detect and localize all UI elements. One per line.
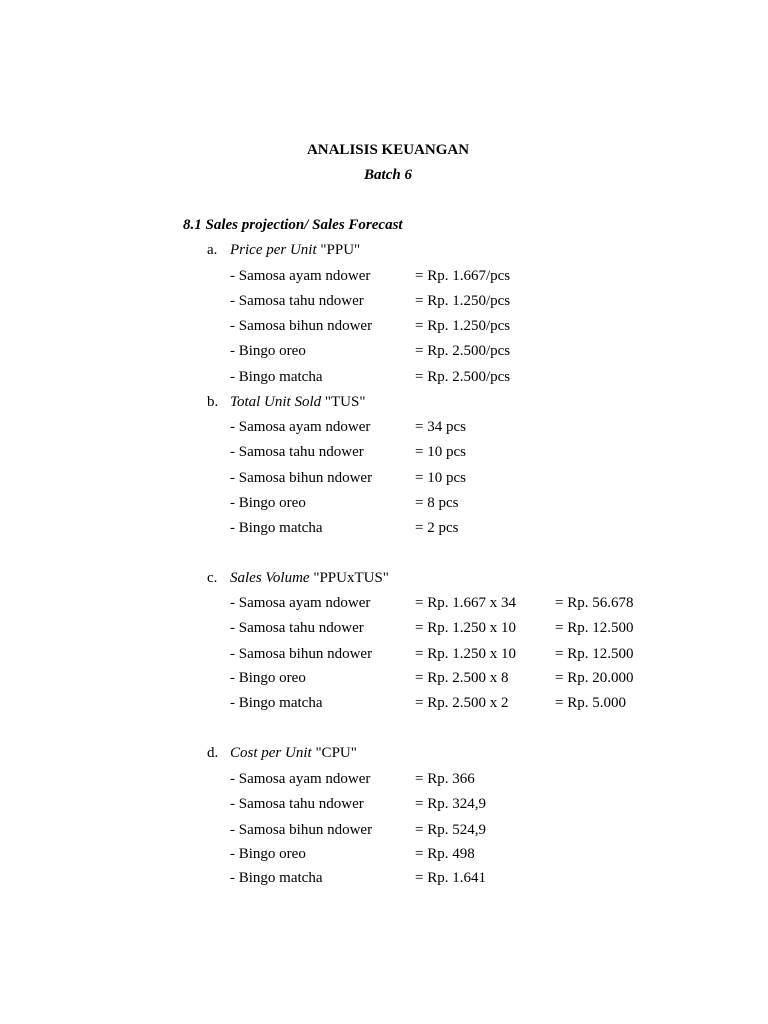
subsection-letter: a. [207, 242, 218, 258]
subsection-code: "PPU" [316, 242, 361, 258]
item-value: = 34 pcs [415, 419, 466, 435]
item-name: - Samosa bihun ndower [230, 646, 373, 662]
item-name: - Bingo oreo [230, 343, 306, 359]
item-value: = 10 pcs [415, 444, 466, 460]
item-result: = Rp. 20.000 [555, 670, 634, 686]
item-result: = Rp. 12.500 [555, 620, 634, 636]
item-name: - Samosa ayam ndower [230, 771, 371, 787]
item-value: = Rp. 366 [415, 771, 475, 787]
item-name: - Samosa tahu ndower [230, 620, 364, 636]
subsection-letter: c. [207, 570, 218, 586]
item-value: = Rp. 498 [415, 846, 475, 862]
subsection-code: "CPU" [311, 745, 357, 761]
item-value: = Rp. 1.667/pcs [415, 268, 511, 284]
subsection-term: Price per Unit [230, 242, 317, 258]
item-value: = 10 pcs [415, 470, 466, 486]
item-name: - Bingo oreo [230, 846, 306, 862]
item-name: - Bingo matcha [230, 695, 323, 711]
item-value: = Rp. 324,9 [415, 796, 486, 812]
subsection-cpu-heading [207, 745, 357, 762]
item-value: = Rp. 1.641 [415, 870, 486, 886]
item-name: - Bingo oreo [230, 670, 306, 686]
item-value: = 8 pcs [415, 495, 459, 511]
item-name: - Samosa bihun ndower [230, 822, 373, 838]
subsection-letter: b. [207, 394, 219, 410]
subsection-sales-volume-heading [207, 570, 389, 587]
item-name: - Samosa tahu ndower [230, 293, 364, 309]
item-name: - Bingo matcha [230, 369, 323, 385]
item-value: = Rp. 1.250/pcs [415, 318, 511, 334]
item-name: - Samosa bihun ndower [230, 318, 373, 334]
subsection-term: Cost per Unit [230, 745, 312, 761]
subsection-code: "PPUxTUS" [309, 570, 389, 586]
item-value: = Rp. 2.500/pcs [415, 369, 511, 385]
item-name: - Bingo oreo [230, 495, 306, 511]
subsection-ppu-heading [207, 242, 360, 259]
subsection-term: Total Unit Sold [230, 394, 322, 410]
item-name: - Samosa tahu ndower [230, 444, 364, 460]
item-name: - Samosa tahu ndower [230, 796, 364, 812]
subsection-letter: d. [207, 745, 219, 761]
subsection-term: Sales Volume [230, 570, 310, 586]
item-calc: = Rp. 2.500 x 2 [415, 695, 509, 711]
item-calc: = Rp. 1.250 x 10 [415, 646, 516, 662]
item-name: - Bingo matcha [230, 870, 323, 886]
item-name: - Bingo matcha [230, 520, 323, 536]
document-subtitle: Batch 6 [364, 167, 412, 183]
item-value: = Rp. 2.500/pcs [415, 343, 511, 359]
subsection-code: "TUS" [321, 394, 366, 410]
document-title: ANALISIS KEUANGAN [306, 142, 470, 158]
item-value: = Rp. 524,9 [415, 822, 486, 838]
section-heading: 8.1 Sales projection/ Sales Forecast [183, 217, 403, 233]
item-name: - Samosa bihun ndower [230, 470, 373, 486]
item-value: = 2 pcs [415, 520, 459, 536]
item-name: - Samosa ayam ndower [230, 268, 371, 284]
subsection-tus-heading [207, 394, 365, 411]
item-value: = Rp. 1.250/pcs [415, 293, 511, 309]
item-result: = Rp. 5.000 [555, 695, 626, 711]
item-calc: = Rp. 1.667 x 34 [415, 595, 516, 611]
item-result: = Rp. 12.500 [555, 646, 634, 662]
item-name: - Samosa ayam ndower [230, 595, 371, 611]
item-name: - Samosa ayam ndower [230, 419, 371, 435]
item-calc: = Rp. 2.500 x 8 [415, 670, 509, 686]
item-result: = Rp. 56.678 [555, 595, 634, 611]
item-calc: = Rp. 1.250 x 10 [415, 620, 516, 636]
